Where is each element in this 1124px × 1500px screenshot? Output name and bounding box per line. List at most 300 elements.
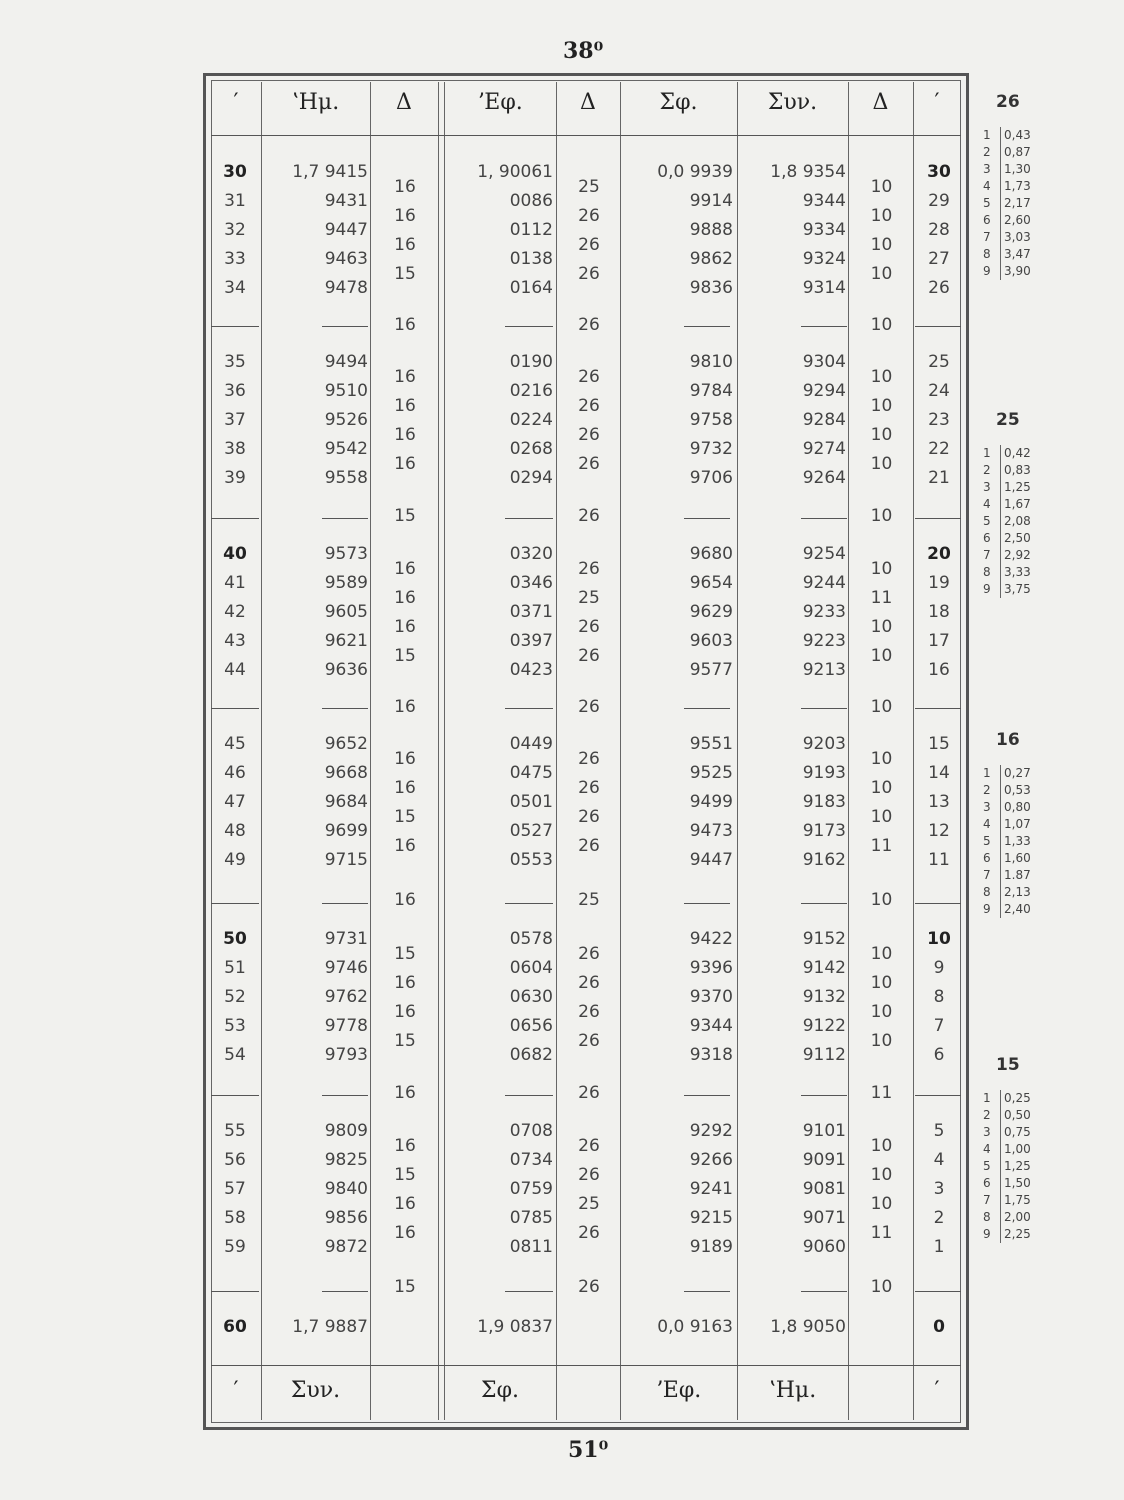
pp-index: 5 xyxy=(983,834,991,848)
cotangent-value: 9836 xyxy=(689,278,733,298)
cosine-value: 9324 xyxy=(802,249,846,269)
cosine-difference: 10 xyxy=(870,558,893,579)
cosine-value: 9274 xyxy=(802,439,846,459)
cotangent-value: 9810 xyxy=(689,352,733,372)
sine-difference: 16 xyxy=(394,234,416,255)
pp-value: 2,40 xyxy=(1004,902,1031,916)
column-header: ʼΕφ. xyxy=(477,90,523,115)
tangent-difference: 26 xyxy=(578,748,600,769)
cotangent-value: 9629 xyxy=(689,602,733,622)
minute-left: 43 xyxy=(224,631,246,651)
tangent-difference: 26 xyxy=(578,806,600,827)
pp-index: 3 xyxy=(983,480,991,494)
minute-left: 54 xyxy=(224,1045,246,1065)
minute-left: 53 xyxy=(224,1016,246,1036)
cosine-value: 9071 xyxy=(802,1208,846,1228)
cotangent-value: 9732 xyxy=(689,439,733,459)
tangent-difference: 26 xyxy=(578,616,600,637)
minute-left: 34 xyxy=(224,278,246,298)
cosine-difference: 10 xyxy=(870,176,893,197)
sine-value: 9652 xyxy=(324,734,368,754)
tangent-value: 0216 xyxy=(509,381,553,401)
tangent-difference: 26 xyxy=(578,453,600,474)
tangent-difference: 25 xyxy=(578,1193,600,1214)
group-separator xyxy=(915,326,961,327)
cosine-difference: 10 xyxy=(870,645,893,666)
pp-value: 1,33 xyxy=(1004,834,1031,848)
cotangent-value: 9215 xyxy=(689,1208,733,1228)
sine-difference: 15 xyxy=(394,943,416,964)
pp-index: 4 xyxy=(983,179,991,193)
pp-value: 1,75 xyxy=(1004,1193,1031,1207)
pp-value: 2,00 xyxy=(1004,1210,1031,1224)
tangent-value: 0449 xyxy=(509,734,553,754)
pp-index: 9 xyxy=(983,902,991,916)
sine-difference: 16 xyxy=(394,315,416,335)
cosine-difference: 10 xyxy=(870,777,893,798)
tangent-difference: 26 xyxy=(578,697,600,717)
cosine-difference: 10 xyxy=(870,697,893,717)
sine-value: 9699 xyxy=(324,821,368,841)
column-header: Δ xyxy=(872,90,889,115)
pp-value: 1,73 xyxy=(1004,179,1031,193)
group-separator xyxy=(801,708,847,709)
group-separator xyxy=(211,903,259,904)
cotangent-value: 9914 xyxy=(689,191,733,211)
cosine-value: 9173 xyxy=(802,821,846,841)
pp-value: 2,25 xyxy=(1004,1227,1031,1241)
tangent-difference: 26 xyxy=(578,234,600,255)
pp-index: 8 xyxy=(983,1210,991,1224)
group-separator xyxy=(505,518,553,519)
column-header: Δ xyxy=(396,90,412,115)
cosine-value: 9233 xyxy=(802,602,846,622)
page-heading-top: 38⁰ xyxy=(563,38,604,64)
minute-left: 44 xyxy=(224,660,246,680)
pp-value: 2,13 xyxy=(1004,885,1031,899)
minute-left: 46 xyxy=(224,763,246,783)
tangent-value: 0224 xyxy=(509,410,553,430)
pp-index: 2 xyxy=(983,1108,991,1122)
tangent-value: 0604 xyxy=(509,958,553,978)
tangent-difference: 26 xyxy=(578,777,600,798)
cosine-difference: 10 xyxy=(870,424,893,445)
sine-difference: 16 xyxy=(394,616,416,637)
pp-value: 1,25 xyxy=(1004,480,1031,494)
group-separator xyxy=(915,518,961,519)
tangent-difference: 26 xyxy=(578,1135,600,1156)
sine-value: 9431 xyxy=(324,191,368,211)
sine-difference: 16 xyxy=(394,835,416,856)
tangent-value: 0086 xyxy=(509,191,553,211)
sine-value: 9840 xyxy=(324,1179,368,1199)
group-separator xyxy=(322,1291,368,1292)
sine-value: 9684 xyxy=(324,792,368,812)
pp-value: 1.87 xyxy=(1004,868,1031,882)
sine-value: 9463 xyxy=(324,249,368,269)
tangent-value: 1,9 0837 xyxy=(477,1317,553,1337)
cosine-value: 9254 xyxy=(802,544,846,564)
sine-value: 9731 xyxy=(324,929,368,949)
sine-difference: 16 xyxy=(394,453,416,474)
cosine-difference: 10 xyxy=(870,1135,893,1156)
pp-value: 0,83 xyxy=(1004,463,1031,477)
tangent-difference: 26 xyxy=(578,1164,600,1185)
group-separator xyxy=(684,708,730,709)
cosine-value: 9334 xyxy=(802,220,846,240)
minute-right: 8 xyxy=(933,987,945,1007)
minute-left: 40 xyxy=(223,544,247,564)
tangent-value: 0656 xyxy=(509,1016,553,1036)
cosine-difference: 10 xyxy=(870,889,893,910)
pp-value: 3,75 xyxy=(1004,582,1031,596)
col-sep xyxy=(556,82,557,1420)
sine-difference: 15 xyxy=(394,506,416,526)
pp-index: 9 xyxy=(983,264,991,278)
cotangent-value: 0,0 9939 xyxy=(657,162,733,182)
pp-index: 2 xyxy=(983,463,991,477)
minute-right: 26 xyxy=(928,278,950,298)
cosine-difference: 10 xyxy=(870,205,893,226)
cosine-difference: 10 xyxy=(870,748,893,769)
cosine-value: 9344 xyxy=(802,191,846,211)
cotangent-value: 9603 xyxy=(689,631,733,651)
cosine-difference: 10 xyxy=(870,263,893,284)
tangent-difference: 25 xyxy=(578,176,600,197)
tangent-difference: 26 xyxy=(578,1222,600,1243)
pp-table-rule xyxy=(1000,445,1001,598)
pp-index: 8 xyxy=(983,565,991,579)
cosine-difference: 10 xyxy=(870,395,893,416)
cotangent-value: 9318 xyxy=(689,1045,733,1065)
pp-table-title: 25 xyxy=(996,410,1020,430)
cosine-difference: 11 xyxy=(870,1083,893,1103)
sine-value: 1,7 9887 xyxy=(292,1317,368,1337)
minute-left: 56 xyxy=(224,1150,246,1170)
cosine-difference: 11 xyxy=(870,1222,893,1243)
minute-right: 20 xyxy=(927,544,951,564)
cosine-value: 9152 xyxy=(802,929,846,949)
pp-value: 1,30 xyxy=(1004,162,1031,176)
tangent-value: 0423 xyxy=(509,660,553,680)
sine-difference: 16 xyxy=(394,1222,416,1243)
sine-value: 9715 xyxy=(324,850,368,870)
cosine-value: 9284 xyxy=(802,410,846,430)
tangent-difference: 26 xyxy=(578,1083,600,1103)
tangent-difference: 26 xyxy=(578,835,600,856)
pp-index: 2 xyxy=(983,783,991,797)
minute-left: 31 xyxy=(224,191,246,211)
column-footer: Σφ. xyxy=(481,1378,519,1403)
minute-left: 42 xyxy=(224,602,246,622)
group-separator xyxy=(505,708,553,709)
tangent-value: 0268 xyxy=(509,439,553,459)
sine-value: 9762 xyxy=(324,987,368,1007)
tangent-value: 0708 xyxy=(509,1121,553,1141)
group-separator xyxy=(915,1291,961,1292)
header-rule xyxy=(211,135,961,136)
cosine-value: 9112 xyxy=(802,1045,846,1065)
sine-value: 9668 xyxy=(324,763,368,783)
minute-right: 13 xyxy=(928,792,950,812)
pp-value: 0,53 xyxy=(1004,783,1031,797)
cotangent-value: 9422 xyxy=(689,929,733,949)
cotangent-value: 0,0 9163 xyxy=(657,1317,733,1337)
cotangent-value: 9525 xyxy=(689,763,733,783)
sine-value: 9636 xyxy=(324,660,368,680)
cosine-difference: 10 xyxy=(870,972,893,993)
minute-left: 51 xyxy=(224,958,246,978)
tangent-value: 0320 xyxy=(509,544,553,564)
sine-difference: 16 xyxy=(394,1083,416,1103)
cosine-difference: 11 xyxy=(870,835,893,856)
minute-right: 11 xyxy=(928,850,950,870)
cotangent-value: 9370 xyxy=(689,987,733,1007)
pp-value: 0,87 xyxy=(1004,145,1031,159)
minute-right: 14 xyxy=(928,763,950,783)
sine-difference: 16 xyxy=(394,205,416,226)
minute-left: 60 xyxy=(223,1317,247,1337)
tangent-value: 0759 xyxy=(509,1179,553,1199)
sine-value: 9589 xyxy=(324,573,368,593)
tangent-value: 0811 xyxy=(509,1237,553,1257)
tangent-value: 0190 xyxy=(509,352,553,372)
cosine-difference: 10 xyxy=(870,315,893,335)
cosine-value: 9244 xyxy=(802,573,846,593)
tangent-difference: 26 xyxy=(578,972,600,993)
pp-value: 0,75 xyxy=(1004,1125,1031,1139)
sine-value: 9558 xyxy=(324,468,368,488)
col-sep xyxy=(848,82,849,1420)
group-separator xyxy=(684,1095,730,1096)
cosine-value: 9304 xyxy=(802,352,846,372)
tangent-value: 0734 xyxy=(509,1150,553,1170)
pp-index: 4 xyxy=(983,497,991,511)
col-sep xyxy=(370,82,371,1420)
tangent-value: 0294 xyxy=(509,468,553,488)
cotangent-value: 9862 xyxy=(689,249,733,269)
pp-value: 3,33 xyxy=(1004,565,1031,579)
tangent-value: 0501 xyxy=(509,792,553,812)
cosine-difference: 10 xyxy=(870,366,893,387)
minute-right: 12 xyxy=(928,821,950,841)
minute-left: 59 xyxy=(224,1237,246,1257)
group-separator xyxy=(505,326,553,327)
tangent-difference: 26 xyxy=(578,1030,600,1051)
cotangent-value: 9473 xyxy=(689,821,733,841)
minute-left: 47 xyxy=(224,792,246,812)
col-sep xyxy=(913,82,914,1420)
cosine-value: 9091 xyxy=(802,1150,846,1170)
minute-left: 45 xyxy=(224,734,246,754)
cosine-difference: 10 xyxy=(870,1030,893,1051)
minute-left: 36 xyxy=(224,381,246,401)
sine-difference: 16 xyxy=(394,889,416,910)
minute-right: 9 xyxy=(933,958,945,978)
pp-index: 1 xyxy=(983,446,991,460)
column-header: ′ xyxy=(233,90,239,115)
group-separator xyxy=(801,518,847,519)
sine-value: 9793 xyxy=(324,1045,368,1065)
pp-index: 1 xyxy=(983,1091,991,1105)
pp-index: 7 xyxy=(983,1193,991,1207)
tangent-difference: 26 xyxy=(578,395,600,416)
pp-index: 7 xyxy=(983,230,991,244)
cosine-value: 9264 xyxy=(802,468,846,488)
minute-right: 25 xyxy=(928,352,950,372)
cotangent-value: 9577 xyxy=(689,660,733,680)
cotangent-value: 9266 xyxy=(689,1150,733,1170)
minute-right: 21 xyxy=(928,468,950,488)
pp-value: 2,60 xyxy=(1004,213,1031,227)
sine-difference: 16 xyxy=(394,424,416,445)
sine-value: 9621 xyxy=(324,631,368,651)
minute-right: 16 xyxy=(928,660,950,680)
sine-difference: 15 xyxy=(394,645,416,666)
minute-right: 27 xyxy=(928,249,950,269)
sine-difference: 16 xyxy=(394,1193,416,1214)
pp-value: 2,17 xyxy=(1004,196,1031,210)
pp-value: 0,50 xyxy=(1004,1108,1031,1122)
column-header: ′ xyxy=(934,90,940,115)
cosine-difference: 10 xyxy=(870,806,893,827)
pp-index: 7 xyxy=(983,548,991,562)
sine-difference: 16 xyxy=(394,558,416,579)
sine-value: 9447 xyxy=(324,220,368,240)
cosine-difference: 10 xyxy=(870,1277,893,1297)
minute-left: 52 xyxy=(224,987,246,1007)
group-separator xyxy=(684,518,730,519)
pp-table-rule xyxy=(1000,127,1001,280)
tangent-difference: 26 xyxy=(578,558,600,579)
cotangent-value: 9654 xyxy=(689,573,733,593)
column-footer: ′ xyxy=(233,1378,239,1403)
minute-right: 4 xyxy=(933,1150,945,1170)
pp-index: 8 xyxy=(983,247,991,261)
cotangent-value: 9241 xyxy=(689,1179,733,1199)
pp-index: 4 xyxy=(983,817,991,831)
group-separator xyxy=(684,326,730,327)
minute-left: 50 xyxy=(223,929,247,949)
tangent-difference: 26 xyxy=(578,424,600,445)
group-separator xyxy=(505,1291,553,1292)
tangent-difference: 25 xyxy=(578,587,600,608)
group-separator xyxy=(801,326,847,327)
tangent-value: 0630 xyxy=(509,987,553,1007)
group-separator xyxy=(684,903,730,904)
group-separator xyxy=(322,1095,368,1096)
group-separator xyxy=(211,708,259,709)
sine-value: 9778 xyxy=(324,1016,368,1036)
column-footer: ʽΗμ. xyxy=(768,1378,817,1403)
pp-index: 7 xyxy=(983,868,991,882)
sine-difference: 15 xyxy=(394,1164,416,1185)
group-separator xyxy=(322,518,368,519)
tangent-value: 0527 xyxy=(509,821,553,841)
tangent-difference: 26 xyxy=(578,315,600,335)
tangent-value: 0785 xyxy=(509,1208,553,1228)
pp-index: 9 xyxy=(983,582,991,596)
minute-right: 24 xyxy=(928,381,950,401)
sine-difference: 16 xyxy=(394,748,416,769)
pp-value: 0,25 xyxy=(1004,1091,1031,1105)
cosine-value: 1,8 9050 xyxy=(770,1317,846,1337)
sine-value: 9510 xyxy=(324,381,368,401)
pp-table-title: 16 xyxy=(996,730,1020,750)
cosine-value: 1,8 9354 xyxy=(770,162,846,182)
pp-index: 9 xyxy=(983,1227,991,1241)
cosine-value: 9314 xyxy=(802,278,846,298)
minute-right: 23 xyxy=(928,410,950,430)
minute-left: 41 xyxy=(224,573,246,593)
pp-value: 0,80 xyxy=(1004,800,1031,814)
minute-right: 22 xyxy=(928,439,950,459)
pp-value: 3,47 xyxy=(1004,247,1031,261)
cosine-difference: 10 xyxy=(870,453,893,474)
cotangent-value: 9344 xyxy=(689,1016,733,1036)
minute-left: 57 xyxy=(224,1179,246,1199)
cosine-value: 9203 xyxy=(802,734,846,754)
minute-left: 48 xyxy=(224,821,246,841)
pp-index: 6 xyxy=(983,1176,991,1190)
tangent-value: 0475 xyxy=(509,763,553,783)
sine-value: 9573 xyxy=(324,544,368,564)
column-header: Σφ. xyxy=(659,90,698,115)
column-header: ʽΗμ. xyxy=(291,90,340,115)
group-separator xyxy=(801,1291,847,1292)
tangent-value: 0112 xyxy=(509,220,553,240)
tangent-difference: 26 xyxy=(578,645,600,666)
group-separator xyxy=(322,708,368,709)
minute-right: 29 xyxy=(928,191,950,211)
cotangent-value: 9888 xyxy=(689,220,733,240)
pp-index: 5 xyxy=(983,196,991,210)
minute-left: 32 xyxy=(224,220,246,240)
sine-value: 9478 xyxy=(324,278,368,298)
sine-value: 1,7 9415 xyxy=(292,162,368,182)
pp-value: 1,50 xyxy=(1004,1176,1031,1190)
sine-difference: 15 xyxy=(394,1030,416,1051)
sine-difference: 15 xyxy=(394,806,416,827)
sine-value: 9809 xyxy=(324,1121,368,1141)
pp-index: 1 xyxy=(983,128,991,142)
pp-index: 6 xyxy=(983,213,991,227)
pp-index: 3 xyxy=(983,800,991,814)
minute-right: 10 xyxy=(927,929,951,949)
sine-value: 9856 xyxy=(324,1208,368,1228)
cosine-value: 9223 xyxy=(802,631,846,651)
cosine-value: 9142 xyxy=(802,958,846,978)
cosine-value: 9060 xyxy=(802,1237,846,1257)
cosine-difference: 10 xyxy=(870,234,893,255)
page-heading-bottom: 51⁰ xyxy=(568,1437,609,1463)
pp-index: 3 xyxy=(983,162,991,176)
pp-index: 8 xyxy=(983,885,991,899)
sine-difference: 15 xyxy=(394,1277,416,1297)
cotangent-value: 9706 xyxy=(689,468,733,488)
pp-value: 1,07 xyxy=(1004,817,1031,831)
sine-value: 9605 xyxy=(324,602,368,622)
cosine-difference: 10 xyxy=(870,943,893,964)
minute-left: 30 xyxy=(223,162,247,182)
sine-value: 9825 xyxy=(324,1150,368,1170)
tangent-difference: 26 xyxy=(578,366,600,387)
sine-difference: 15 xyxy=(394,263,416,284)
pp-table-title: 26 xyxy=(996,92,1020,112)
minute-right: 2 xyxy=(933,1208,945,1228)
group-separator xyxy=(801,903,847,904)
column-footer: ʼΕφ. xyxy=(655,1378,702,1403)
